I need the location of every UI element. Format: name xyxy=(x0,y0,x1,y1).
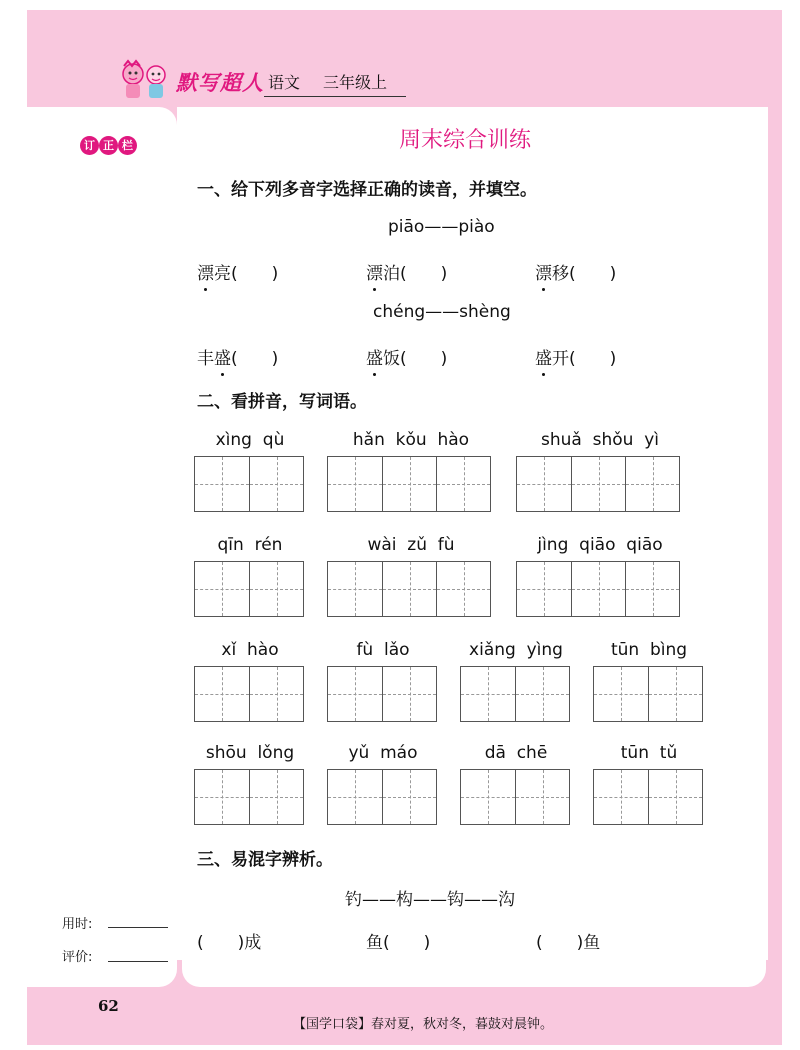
pinyin-label: fù lǎo xyxy=(356,640,410,660)
polyphone-option[interactable]: 漂亮( ) xyxy=(197,259,278,284)
writing-cell[interactable] xyxy=(328,770,382,824)
right-band xyxy=(768,107,782,962)
writing-cell[interactable] xyxy=(195,770,249,824)
tianzige-box[interactable] xyxy=(327,561,491,617)
pinyin-label: shuǎ shǒu yì xyxy=(540,430,660,450)
writing-cell[interactable] xyxy=(195,667,249,721)
writing-cell[interactable] xyxy=(515,770,569,824)
confusing-chars: 钓——构——钩——沟 xyxy=(345,890,515,910)
polyphone-option[interactable]: 盛开( ) xyxy=(535,344,616,369)
header-underline xyxy=(264,96,406,97)
writing-cell[interactable] xyxy=(436,562,490,616)
pinyin-label: xiǎng yìng xyxy=(469,640,563,660)
writing-cell[interactable] xyxy=(328,562,382,616)
writing-cell[interactable] xyxy=(625,562,679,616)
grade-label: 三年级上 xyxy=(323,73,388,92)
writing-cell[interactable] xyxy=(382,457,436,511)
polyphone-option[interactable]: 漂移( ) xyxy=(535,259,616,284)
badge-char: 正 xyxy=(99,136,118,155)
writing-cell[interactable] xyxy=(382,667,436,721)
tianzige-box[interactable] xyxy=(593,666,703,722)
pinyin-label: dā chē xyxy=(484,743,548,763)
sidebar-panel xyxy=(27,107,177,987)
polyphone-pinyin: chéng——shèng xyxy=(373,302,511,322)
time-label: 用时: xyxy=(62,917,93,932)
pinyin-label: shōu lǒng xyxy=(205,743,295,763)
polyphone-option[interactable]: 盛饭( ) xyxy=(366,344,447,369)
tianzige-box[interactable] xyxy=(460,769,570,825)
writing-cell[interactable] xyxy=(382,770,436,824)
writing-cell[interactable] xyxy=(195,457,249,511)
tianzige-box[interactable] xyxy=(327,769,437,825)
tianzige-box[interactable] xyxy=(516,456,680,512)
pinyin-label: yǔ máo xyxy=(348,743,418,763)
tianzige-box[interactable] xyxy=(194,561,304,617)
eval-label: 评价: xyxy=(62,950,93,965)
tianzige-box[interactable] xyxy=(194,666,304,722)
fill-blank-item[interactable]: ( )成 xyxy=(197,933,262,953)
brand-name: 默写超人 xyxy=(176,71,264,95)
polyphone-option[interactable]: 漂泊( ) xyxy=(366,259,447,284)
pinyin-label: hǎn kǒu hào xyxy=(352,430,470,450)
writing-cell[interactable] xyxy=(461,770,515,824)
section3-heading: 三、易混字辨析。 xyxy=(197,850,333,870)
footer-tag: 【国学口袋】 xyxy=(293,1017,372,1032)
writing-cell[interactable] xyxy=(515,667,569,721)
writing-cell[interactable] xyxy=(648,770,702,824)
pinyin-label: wài zǔ fù xyxy=(367,535,455,555)
writing-cell[interactable] xyxy=(594,770,648,824)
pinyin-label: xǐ hào xyxy=(221,640,279,660)
badge-char: 栏 xyxy=(118,136,137,155)
writing-cell[interactable] xyxy=(625,457,679,511)
tianzige-box[interactable] xyxy=(194,769,304,825)
writing-cell[interactable] xyxy=(195,562,249,616)
writing-cell[interactable] xyxy=(249,562,303,616)
fill-blank-item[interactable]: ( )鱼 xyxy=(536,933,601,953)
tianzige-box[interactable] xyxy=(327,666,437,722)
writing-cell[interactable] xyxy=(328,667,382,721)
polyphone-option[interactable]: 丰盛( ) xyxy=(197,344,278,369)
writing-cell[interactable] xyxy=(328,457,382,511)
pinyin-label: xìng qù xyxy=(215,430,285,450)
tianzige-box[interactable] xyxy=(593,769,703,825)
writing-cell[interactable] xyxy=(461,667,515,721)
writing-cell[interactable] xyxy=(382,562,436,616)
writing-cell[interactable] xyxy=(249,770,303,824)
tianzige-box[interactable] xyxy=(327,456,491,512)
page-number: 62 xyxy=(98,997,119,1015)
subject-label: 语文 xyxy=(268,73,301,92)
writing-cell[interactable] xyxy=(594,667,648,721)
footer-quote-text: 春对夏，秋对冬，暮鼓对晨钟。 xyxy=(371,1017,554,1032)
pinyin-label: tūn tǔ xyxy=(620,743,678,763)
tianzige-box[interactable] xyxy=(194,456,304,512)
writing-cell[interactable] xyxy=(249,667,303,721)
writing-cell[interactable] xyxy=(517,457,571,511)
pinyin-label: qīn rén xyxy=(217,535,283,555)
polyphone-pinyin: piāo——piào xyxy=(388,217,495,237)
section2-heading: 二、看拼音，写词语。 xyxy=(197,392,367,412)
badge-char: 订 xyxy=(80,136,99,155)
footer-quote xyxy=(293,1013,553,1032)
writing-cell[interactable] xyxy=(648,667,702,721)
section1-heading: 一、给下列多音字选择正确的读音，并填空。 xyxy=(197,180,537,200)
tianzige-box[interactable] xyxy=(516,561,680,617)
fill-blank-item[interactable]: 鱼( ) xyxy=(366,933,431,953)
page-title: 周末综合训练 xyxy=(398,128,531,153)
eval-answer-line[interactable] xyxy=(108,961,168,962)
writing-cell[interactable] xyxy=(436,457,490,511)
pinyin-label: jìng qiāo qiāo xyxy=(537,535,663,555)
writing-cell[interactable] xyxy=(249,457,303,511)
time-answer-line[interactable] xyxy=(108,927,168,928)
pinyin-label: tūn bìng xyxy=(610,640,688,660)
writing-cell[interactable] xyxy=(571,457,625,511)
writing-cell[interactable] xyxy=(517,562,571,616)
tianzige-box[interactable] xyxy=(460,666,570,722)
writing-cell[interactable] xyxy=(571,562,625,616)
